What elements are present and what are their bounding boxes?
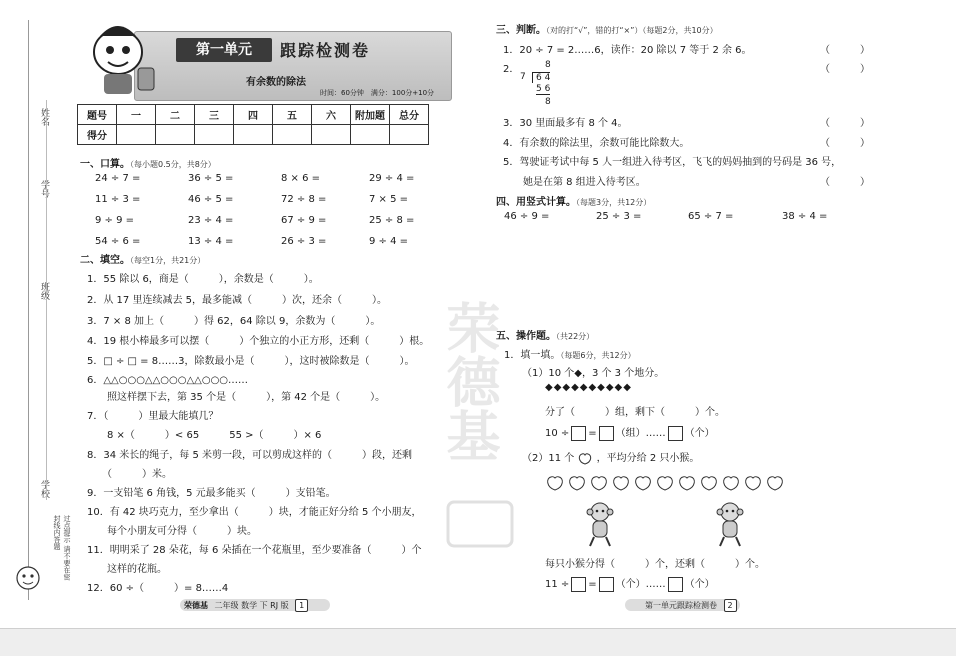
mental-calc-item: 67 ÷ 9 = <box>281 215 327 226</box>
binding-line <box>28 20 29 600</box>
fill-blank-item: 1．55 除以 6，商是（ ），余数是（ ）。 <box>87 274 319 285</box>
score-table <box>77 104 429 145</box>
judge-item: 她是在第 8 组进入待考区。 <box>503 177 646 188</box>
judge-answer-paren[interactable]: （ ） <box>820 177 870 188</box>
s5-p2-equation: 11 ÷ = （个）…… （个） <box>545 575 715 592</box>
score-cell[interactable]: 得分 <box>78 125 117 145</box>
mascot-icon <box>78 18 168 102</box>
vertical-calc-item: 25 ÷ 3 = <box>596 211 642 222</box>
peach-row <box>545 473 787 495</box>
score-cell[interactable] <box>312 125 351 145</box>
mental-calc-item: 8 × 6 = <box>281 173 321 184</box>
fill-blank-item: 11．明明采了 28 朵花，每 6 朵插在一个花瓶里，至少要准备（ ）个 <box>87 545 422 556</box>
judge-item: 5．驾驶证考试中每 5 人一组进入待考区，飞飞的妈妈抽到的号码是 36 号， <box>503 157 842 168</box>
peach-icon <box>655 473 675 491</box>
test-meta: 时间：60分钟 满分：100分+10分 <box>320 89 435 97</box>
score-cell[interactable] <box>390 125 429 145</box>
footer-left: 荣德基 二年级 数学 下 RJ 版 1 <box>180 599 330 611</box>
watermark-seal-icon <box>446 500 514 548</box>
score-table-score-row <box>78 125 429 145</box>
fill-blank-item: 12．60 ÷（ ）= 8……4 <box>87 583 229 594</box>
monkey-icon <box>710 500 750 548</box>
fill-line <box>46 100 48 500</box>
peach-icon <box>545 473 565 491</box>
peach-icon <box>765 473 785 491</box>
ld-remainder: 8 <box>545 97 551 107</box>
score-table-header-cell: 二 <box>156 105 195 125</box>
mental-calc-item: 9 ÷ 4 = <box>369 236 409 247</box>
judge-item: 4．有余数的除法里，余数可能比除数大。 <box>503 138 690 149</box>
peach-icon <box>699 473 719 491</box>
answer-box[interactable] <box>668 577 683 592</box>
s4-title: 四、用竖式计算。（每题3分，共12分） <box>496 197 652 208</box>
mental-calc-item: 72 ÷ 8 = <box>281 194 327 205</box>
judge-item: 1．20 ÷ 7 = 2……6，读作：20 除以 7 等于 2 余 6。 <box>503 45 752 56</box>
peach-icon <box>633 473 653 491</box>
judge-answer-paren[interactable]: （ ） <box>820 45 870 56</box>
fill-blank-item: 3．7 × 8 加上（ ）得 62，64 除以 9，余数为（ ）。 <box>87 316 381 327</box>
name-label: 姓名 <box>39 108 49 126</box>
s5-p1-equation: 10 ÷ = （组）…… （个） <box>545 424 715 441</box>
score-table-header-cell: 三 <box>195 105 234 125</box>
ld-product: 5 6 <box>536 84 551 94</box>
score-cell[interactable] <box>117 125 156 145</box>
class-label: 班级 <box>39 282 49 300</box>
mascot-small-icon <box>8 560 48 600</box>
mental-calc-item: 7 × 5 = <box>369 194 409 205</box>
fill-blank-item: 5．□ ÷ □ = 8……3，除数最小是（ ），这时被除数是（ ）。 <box>87 356 415 367</box>
diamond-row: ◆◆◆◆◆◆◆◆◆◆ <box>545 382 632 393</box>
score-table-header-cell: 总分 <box>390 105 429 125</box>
answer-box[interactable] <box>571 426 586 441</box>
scan-bottom-strip <box>0 628 956 656</box>
page-number-left: 1 <box>295 599 308 612</box>
vertical-calc-item: 65 ÷ 7 = <box>688 211 734 222</box>
lesson-subtitle: 有余数的除法 <box>246 77 306 88</box>
score-table-header-row <box>78 105 429 125</box>
mental-calc-item: 9 ÷ 9 = <box>95 215 135 226</box>
peach-icon <box>577 451 593 465</box>
footer-right: 第一单元跟踪检测卷 2 <box>625 599 740 611</box>
mental-calc-item: 36 ÷ 5 = <box>188 173 234 184</box>
s5-p1-line: 分了（ ）组，剩下（ ）个。 <box>545 407 725 418</box>
fill-blank-item: 4．19 根小棒最多可以摆（ ）个独立的小正方形，还剩（ ）根。 <box>87 336 430 347</box>
fill-blank-item: 每个小朋友可分得（ ）块。 <box>87 526 257 537</box>
s5-sub1: 1．填一填。（每题6分，共12分） <box>504 350 636 361</box>
ld-quotient: 8 <box>545 60 551 70</box>
unit-title: 第一单元 <box>176 38 272 62</box>
ld-divisor: 7 <box>520 72 526 82</box>
monkey-icon <box>580 500 620 548</box>
judge-answer-paren[interactable]: （ ） <box>820 138 870 149</box>
peach-icon <box>721 473 741 491</box>
mental-calc-item: 46 ÷ 5 = <box>188 194 234 205</box>
peach-icon <box>611 473 631 491</box>
score-table-header-cell: 五 <box>273 105 312 125</box>
s3-title: 三、判断。（对的打“√”，错的打“×”）（每题2分，共10分） <box>496 25 718 36</box>
s5-title: 五、操作题。（共22分） <box>496 331 595 342</box>
judge-item: 2． <box>503 64 520 75</box>
student-id-label: 学号 <box>39 180 49 198</box>
mental-calc-item: 11 ÷ 3 = <box>95 194 141 205</box>
school-label: 学校 <box>39 480 49 498</box>
peach-icon <box>567 473 587 491</box>
mental-calc-item: 54 ÷ 6 = <box>95 236 141 247</box>
fill-blank-item: 6．△△○○○△△○○○△△○○○…… <box>87 375 249 386</box>
score-table-header-cell: 六 <box>312 105 351 125</box>
s1-title: 一、口算。（每小题0.5分，共8分） <box>80 159 216 170</box>
judge-answer-paren[interactable]: （ ） <box>820 118 870 129</box>
mental-calc-item: 29 ÷ 4 = <box>369 173 415 184</box>
page-number-right: 2 <box>724 599 737 612</box>
s2-title: 二、填空。（每空1分，共21分） <box>80 255 206 266</box>
peach-icon <box>677 473 697 491</box>
binding-note: 过点提示 请不要在密封线内答题 <box>53 515 71 581</box>
s5-p1: （1）10 个◆，3 个 3 个地分。 <box>522 368 665 379</box>
s5-p2-line: 每只小猴分得（ ）个，还剩（ ）个。 <box>545 559 765 570</box>
mental-calc-item: 23 ÷ 4 = <box>188 215 234 226</box>
fill-blank-item: 8 ×（ ）< 65 55 >（ ）× 6 <box>87 430 322 441</box>
ld-dividend: 6 4 <box>532 72 550 83</box>
test-title: 跟踪检测卷 <box>280 41 371 60</box>
answer-box[interactable] <box>571 577 586 592</box>
score-table-header-cell: 题号 <box>78 105 117 125</box>
mental-calc-item: 24 ÷ 7 = <box>95 173 141 184</box>
answer-box[interactable] <box>599 426 614 441</box>
score-cell[interactable] <box>351 125 390 145</box>
score-cell[interactable] <box>234 125 273 145</box>
fill-blank-item: 10．有 42 块巧克力，至少拿出（ ）块，才能正好分给 5 个小朋友， <box>87 507 422 518</box>
judge-answer-paren[interactable]: （ ） <box>820 64 870 75</box>
score-cell[interactable] <box>273 125 312 145</box>
answer-box[interactable] <box>668 426 683 441</box>
answer-box[interactable] <box>599 577 614 592</box>
fill-blank-item: 2．从 17 里连续减去 5，最多能减（ ）次，还余（ ）。 <box>87 295 387 306</box>
fill-blank-item: 照这样摆下去，第 35 个是（ ），第 42 个是（ ）。 <box>87 392 386 403</box>
vertical-calc-item: 46 ÷ 9 = <box>504 211 550 222</box>
mental-calc-item: 26 ÷ 3 = <box>281 236 327 247</box>
score-cell[interactable] <box>156 125 195 145</box>
judge-item: 3．30 里面最多有 8 个 4。 <box>503 118 628 129</box>
fill-blank-item: 9．一支铅笔 6 角钱，5 元最多能买（ ）支铅笔。 <box>87 488 336 499</box>
mental-calc-item: 13 ÷ 4 = <box>188 236 234 247</box>
mental-calc-item: 25 ÷ 8 = <box>369 215 415 226</box>
score-table-header-cell: 四 <box>234 105 273 125</box>
score-cell[interactable] <box>195 125 234 145</box>
peach-icon <box>743 473 763 491</box>
vertical-calc-item: 38 ÷ 4 = <box>782 211 828 222</box>
score-table-header-cell: 附加题 <box>351 105 390 125</box>
fill-blank-item: 8．34 米长的绳子，每 5 米剪一段，可以剪成这样的（ ）段，还剩 <box>87 450 412 461</box>
long-division <box>520 60 560 112</box>
s5-p2: （2）11 个 ，平均分给 2 只小猴。 <box>522 453 700 464</box>
watermark: 荣德基 <box>438 300 502 462</box>
fill-blank-item: （ ）米。 <box>87 469 172 480</box>
fill-blank-item: 这样的花瓶。 <box>87 564 167 575</box>
score-table-header-cell: 一 <box>117 105 156 125</box>
peach-icon <box>589 473 609 491</box>
fill-blank-item: 7．（ ）里最大能填几？ <box>87 411 219 422</box>
